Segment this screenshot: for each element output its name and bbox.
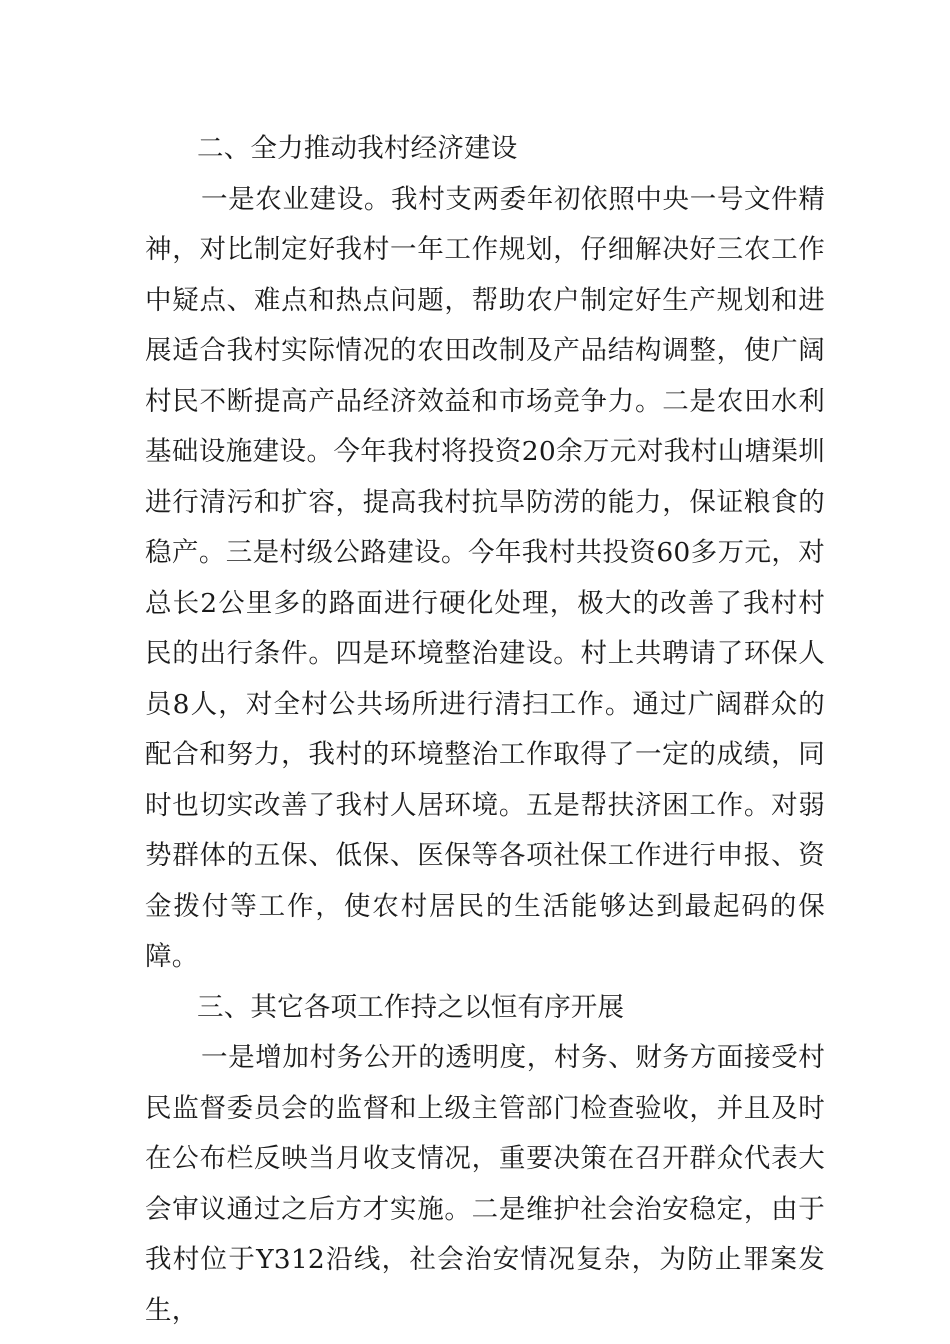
paragraph-economic-construction: 一是农业建设。我村支两委年初依照中央一号文件精神，对比制定好我村一年工作规划，仔细解决好三农工作中疑点、难点和热点问题，帮助农户制定好生产规划和进展适合我村实际情况的农田改制及产品结构调整，使广阔村民不断提高产品经济效益和市场竞争力。二是农田水利基础设施建设。今年我村将投资20余万元对我村山塘渠圳进行清污和扩容，提高我村抗旱防涝的能力，保证粮食的稳产。三是村级公路建设。今年我村共投资60多万元，对总长2公里多的路面进行硬化处理，极大的改善了我村村民的出行条件。四是环境整治建设。村上共聘请了环保人员8人，对全村公共场所进行清扫工作。通过广阔群众的配合和努力，我村的环境整治工作取得了一定的成绩，同时也切实改善了我村人居环境。五是帮扶济困工作。对弱势群体的五保、低保、医保等各项社保工作进行申报、资金拨付等工作，使农村居民的生活能够达到最起码的保障。 [145, 183, 825, 972]
document-body [145, 124, 825, 1336]
section-heading-economic-construction: 二、全力推动我村经济建设 [197, 133, 518, 164]
paragraph-other-work: 一是增加村务公开的透明度，村务、财务方面接受村民监督委员会的监督和上级主管部门检查验收，并且及时在公布栏反映当月收支情况，重要决策在召开群众代表大会审议通过之后方才实施。二是维护社会治安稳定，由于我村位于Y312沿线，社会治安情况复杂，为防止罪案发生， [145, 1042, 825, 1326]
section-heading-other-work: 三、其它各项工作持之以恒有序开展 [197, 991, 625, 1023]
